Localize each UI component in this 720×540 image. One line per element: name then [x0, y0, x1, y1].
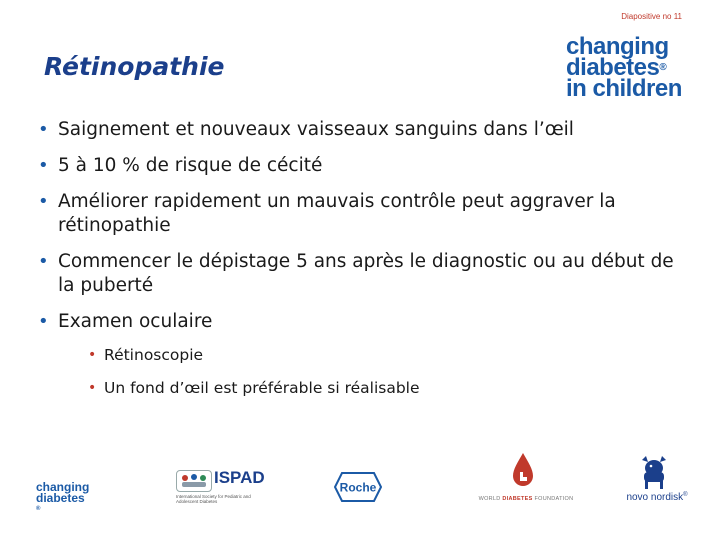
sub-bullet-dot-icon: •: [88, 347, 97, 363]
bullet-item: [36, 190, 686, 238]
ispad-subtitle: International Society for Pediatric and Adolescent Diabetes: [176, 494, 251, 504]
changing-diabetes-logo: [36, 482, 89, 515]
bullet-dot-icon: •: [38, 119, 49, 140]
ispad-emblem-svg: [177, 471, 211, 491]
cd-logo-line-2: [36, 493, 89, 515]
sub-bullet-text: Un fond d’œil est préférable si réalisable: [104, 379, 420, 397]
wdf-drop-icon: [512, 452, 534, 488]
logo-line-1: changing: [566, 33, 669, 60]
cd-logo-line-1: changing: [36, 480, 90, 494]
roche-hexagon-icon: [334, 472, 382, 502]
bullet-text: 5 à 10 % de risque de cécité: [58, 155, 323, 176]
wdf-name: [470, 496, 582, 502]
ispad-logo: [176, 466, 271, 510]
footer-logo-bar: [0, 448, 720, 518]
bullet-text: Saignement et nouveaux vaisseaux sanguins dans l’œil: [58, 119, 574, 140]
wdf-name-highlight: DIABETES: [502, 496, 533, 502]
slide-title: Rétinopathie: [44, 52, 225, 81]
ispad-emblem-icon: [176, 470, 212, 492]
world-diabetes-foundation-logo: [470, 452, 582, 510]
logo-line-3: in children: [566, 75, 682, 102]
bullet-dot-icon: •: [38, 311, 49, 332]
cd-logo-line-2-text: diabetes: [36, 491, 85, 505]
bullet-text: Améliorer rapidement un mauvais contrôle peut aggraver la rétinopathie: [58, 191, 616, 236]
sub-bullet-text: Rétinoscopie: [104, 346, 204, 364]
bullet-text: Commencer le dépistage 5 ans après le diagnostic ou au début de la puberté: [58, 251, 674, 296]
sub-bullet-list: [58, 344, 686, 399]
sub-bullet-item: [86, 344, 686, 366]
novo-name: [624, 492, 690, 503]
roche-name: Roche: [339, 480, 377, 495]
roche-logo: [334, 472, 382, 506]
novo-name-text: novo nordisk: [626, 492, 684, 503]
sub-bullet-item: [86, 377, 686, 399]
bullet-text: Examen oculaire: [58, 311, 213, 332]
wdf-name-suffix: FOUNDATION: [532, 496, 574, 502]
bullet-dot-icon: •: [38, 191, 49, 212]
bullet-item: [36, 250, 686, 298]
slide-number: Diapositive no 11: [621, 12, 682, 21]
novo-nordisk-logo: [624, 454, 690, 510]
cd-logo-registered-mark: ®: [36, 506, 41, 512]
novo-registered-mark: ®: [683, 492, 688, 498]
bullet-dot-icon: •: [38, 155, 49, 176]
wdf-name-prefix: WORLD: [478, 496, 503, 502]
bullet-item: [36, 118, 686, 142]
bullet-item: [36, 154, 686, 178]
ispad-name: ISPAD: [214, 468, 265, 487]
apis-bull-icon: [634, 454, 674, 490]
bullet-item: [36, 310, 686, 399]
bullet-dot-icon: •: [38, 251, 49, 272]
bullet-list: [36, 118, 686, 411]
logo-registered-mark: ®: [659, 62, 667, 73]
changing-diabetes-in-children-logo: [566, 33, 686, 102]
logo-line-2-text: diabetes: [566, 54, 660, 81]
sub-bullet-dot-icon: •: [88, 380, 97, 396]
